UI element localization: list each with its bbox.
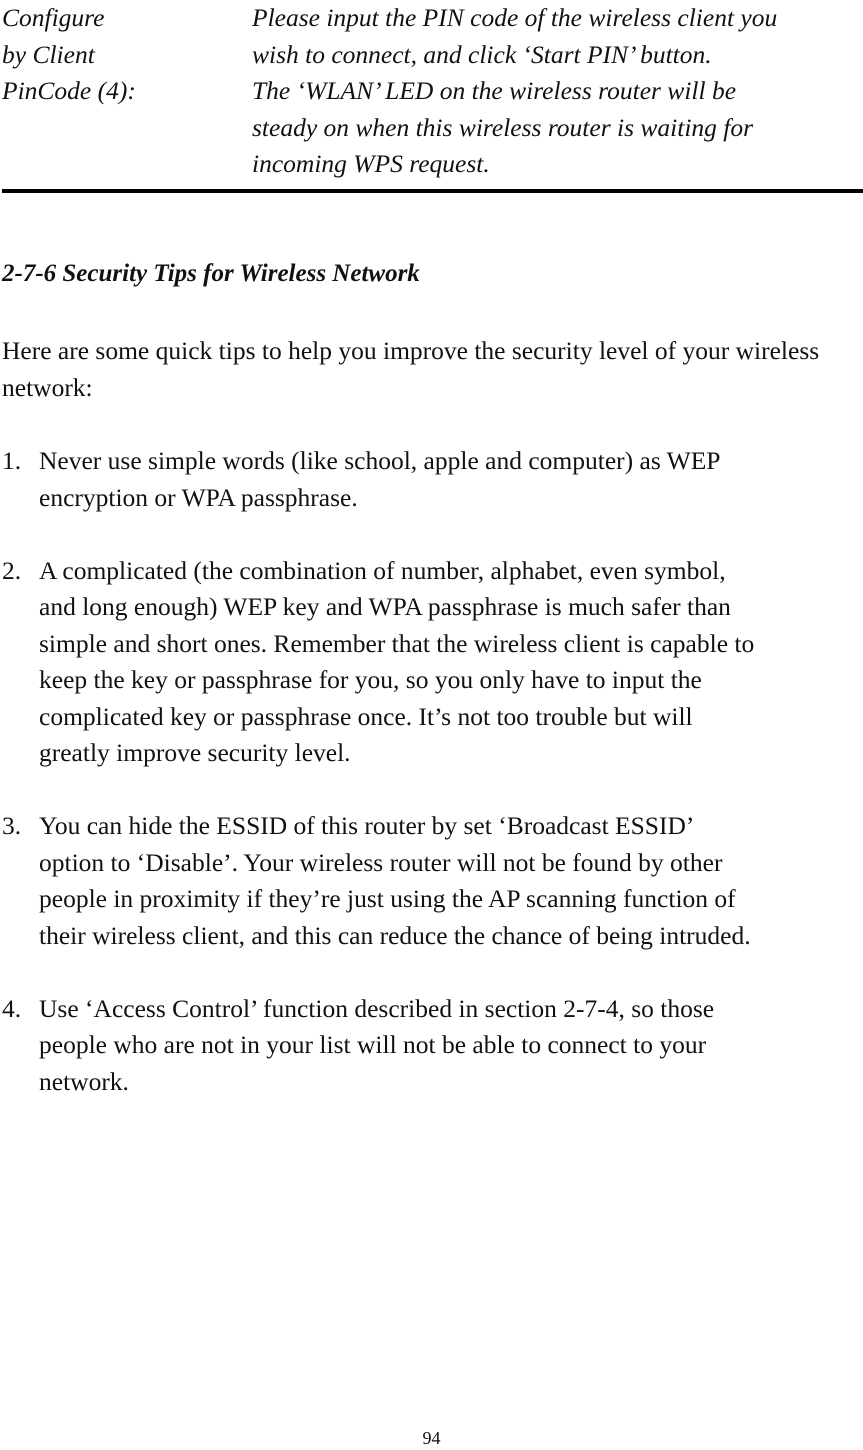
security-tips-list bbox=[2, 443, 860, 1137]
list-item-number: 3. bbox=[2, 811, 22, 840]
section-heading: 2-7-6 Security Tips for Wireless Network bbox=[2, 260, 420, 287]
list-item-number: 4. bbox=[2, 993, 22, 1023]
definition-table bbox=[2, 0, 863, 193]
list-item bbox=[2, 443, 860, 516]
text-line: A complicated (the combination of number, alphabet, even symbol, bbox=[39, 555, 726, 585]
list-item-text bbox=[39, 991, 860, 1101]
desc-line: incoming WPS request. bbox=[252, 149, 490, 178]
list-item-text bbox=[39, 443, 860, 516]
list-item-number: 1. bbox=[2, 446, 22, 475]
list-item-text bbox=[39, 553, 860, 772]
text-line: keep the key or passphrase for you, so you only have to input the bbox=[39, 665, 702, 694]
text-line: greatly improve security level. bbox=[39, 738, 351, 767]
list-item bbox=[2, 553, 860, 772]
text-line: Use ‘Access Control’ function described in section 2-7-4, so those bbox=[39, 993, 715, 1023]
definition-term bbox=[2, 0, 252, 183]
text-line: Never use simple words (like school, apple and computer) as WEP bbox=[39, 446, 721, 475]
text-line: people in proximity if they’re just using the AP scanning function of bbox=[39, 884, 736, 913]
text-line: people who are not in your list will not be able to connect to your bbox=[39, 1030, 707, 1059]
definition-row bbox=[2, 0, 863, 183]
text-line: and long enough) WEP key and WPA passphrase is much safer than bbox=[39, 592, 731, 621]
text-line: their wireless client, and this can reduce the chance of being intruded. bbox=[39, 920, 751, 950]
intro-paragraph: Here are some quick tips to help you improve the security level of your wireless network: bbox=[2, 336, 820, 402]
term-line: by Client bbox=[2, 39, 95, 69]
text-line: simple and short ones. Remember that the wireless client is capable to bbox=[39, 628, 755, 658]
text-line: option to ‘Disable’. Your wireless router will not be found by other bbox=[39, 847, 723, 877]
desc-line: steady on when this wireless router is waiting for bbox=[252, 112, 754, 142]
text-line: You can hide the ESSID of this router by set ‘Broadcast ESSID’ bbox=[39, 811, 695, 840]
definition-description bbox=[252, 0, 863, 183]
page-number: 94 bbox=[422, 1428, 441, 1448]
list-item-number: 2. bbox=[2, 555, 22, 585]
text-line: complicated key or passphrase once. It’s not too trouble but will bbox=[39, 701, 693, 731]
term-line: Configure bbox=[2, 3, 105, 32]
desc-line: Please input the PIN code of the wireless client you bbox=[252, 3, 778, 32]
desc-line: wish to connect, and click ‘Start PIN’ button. bbox=[252, 39, 712, 69]
term-line: PinCode (4): bbox=[2, 76, 136, 105]
list-item bbox=[2, 808, 860, 954]
list-item-text bbox=[39, 808, 860, 954]
text-line: network. bbox=[39, 1066, 129, 1096]
desc-line: The ‘WLAN’ LED on the wireless router will be bbox=[252, 76, 737, 105]
text-line: encryption or WPA passphrase. bbox=[39, 482, 358, 512]
list-item bbox=[2, 991, 860, 1101]
